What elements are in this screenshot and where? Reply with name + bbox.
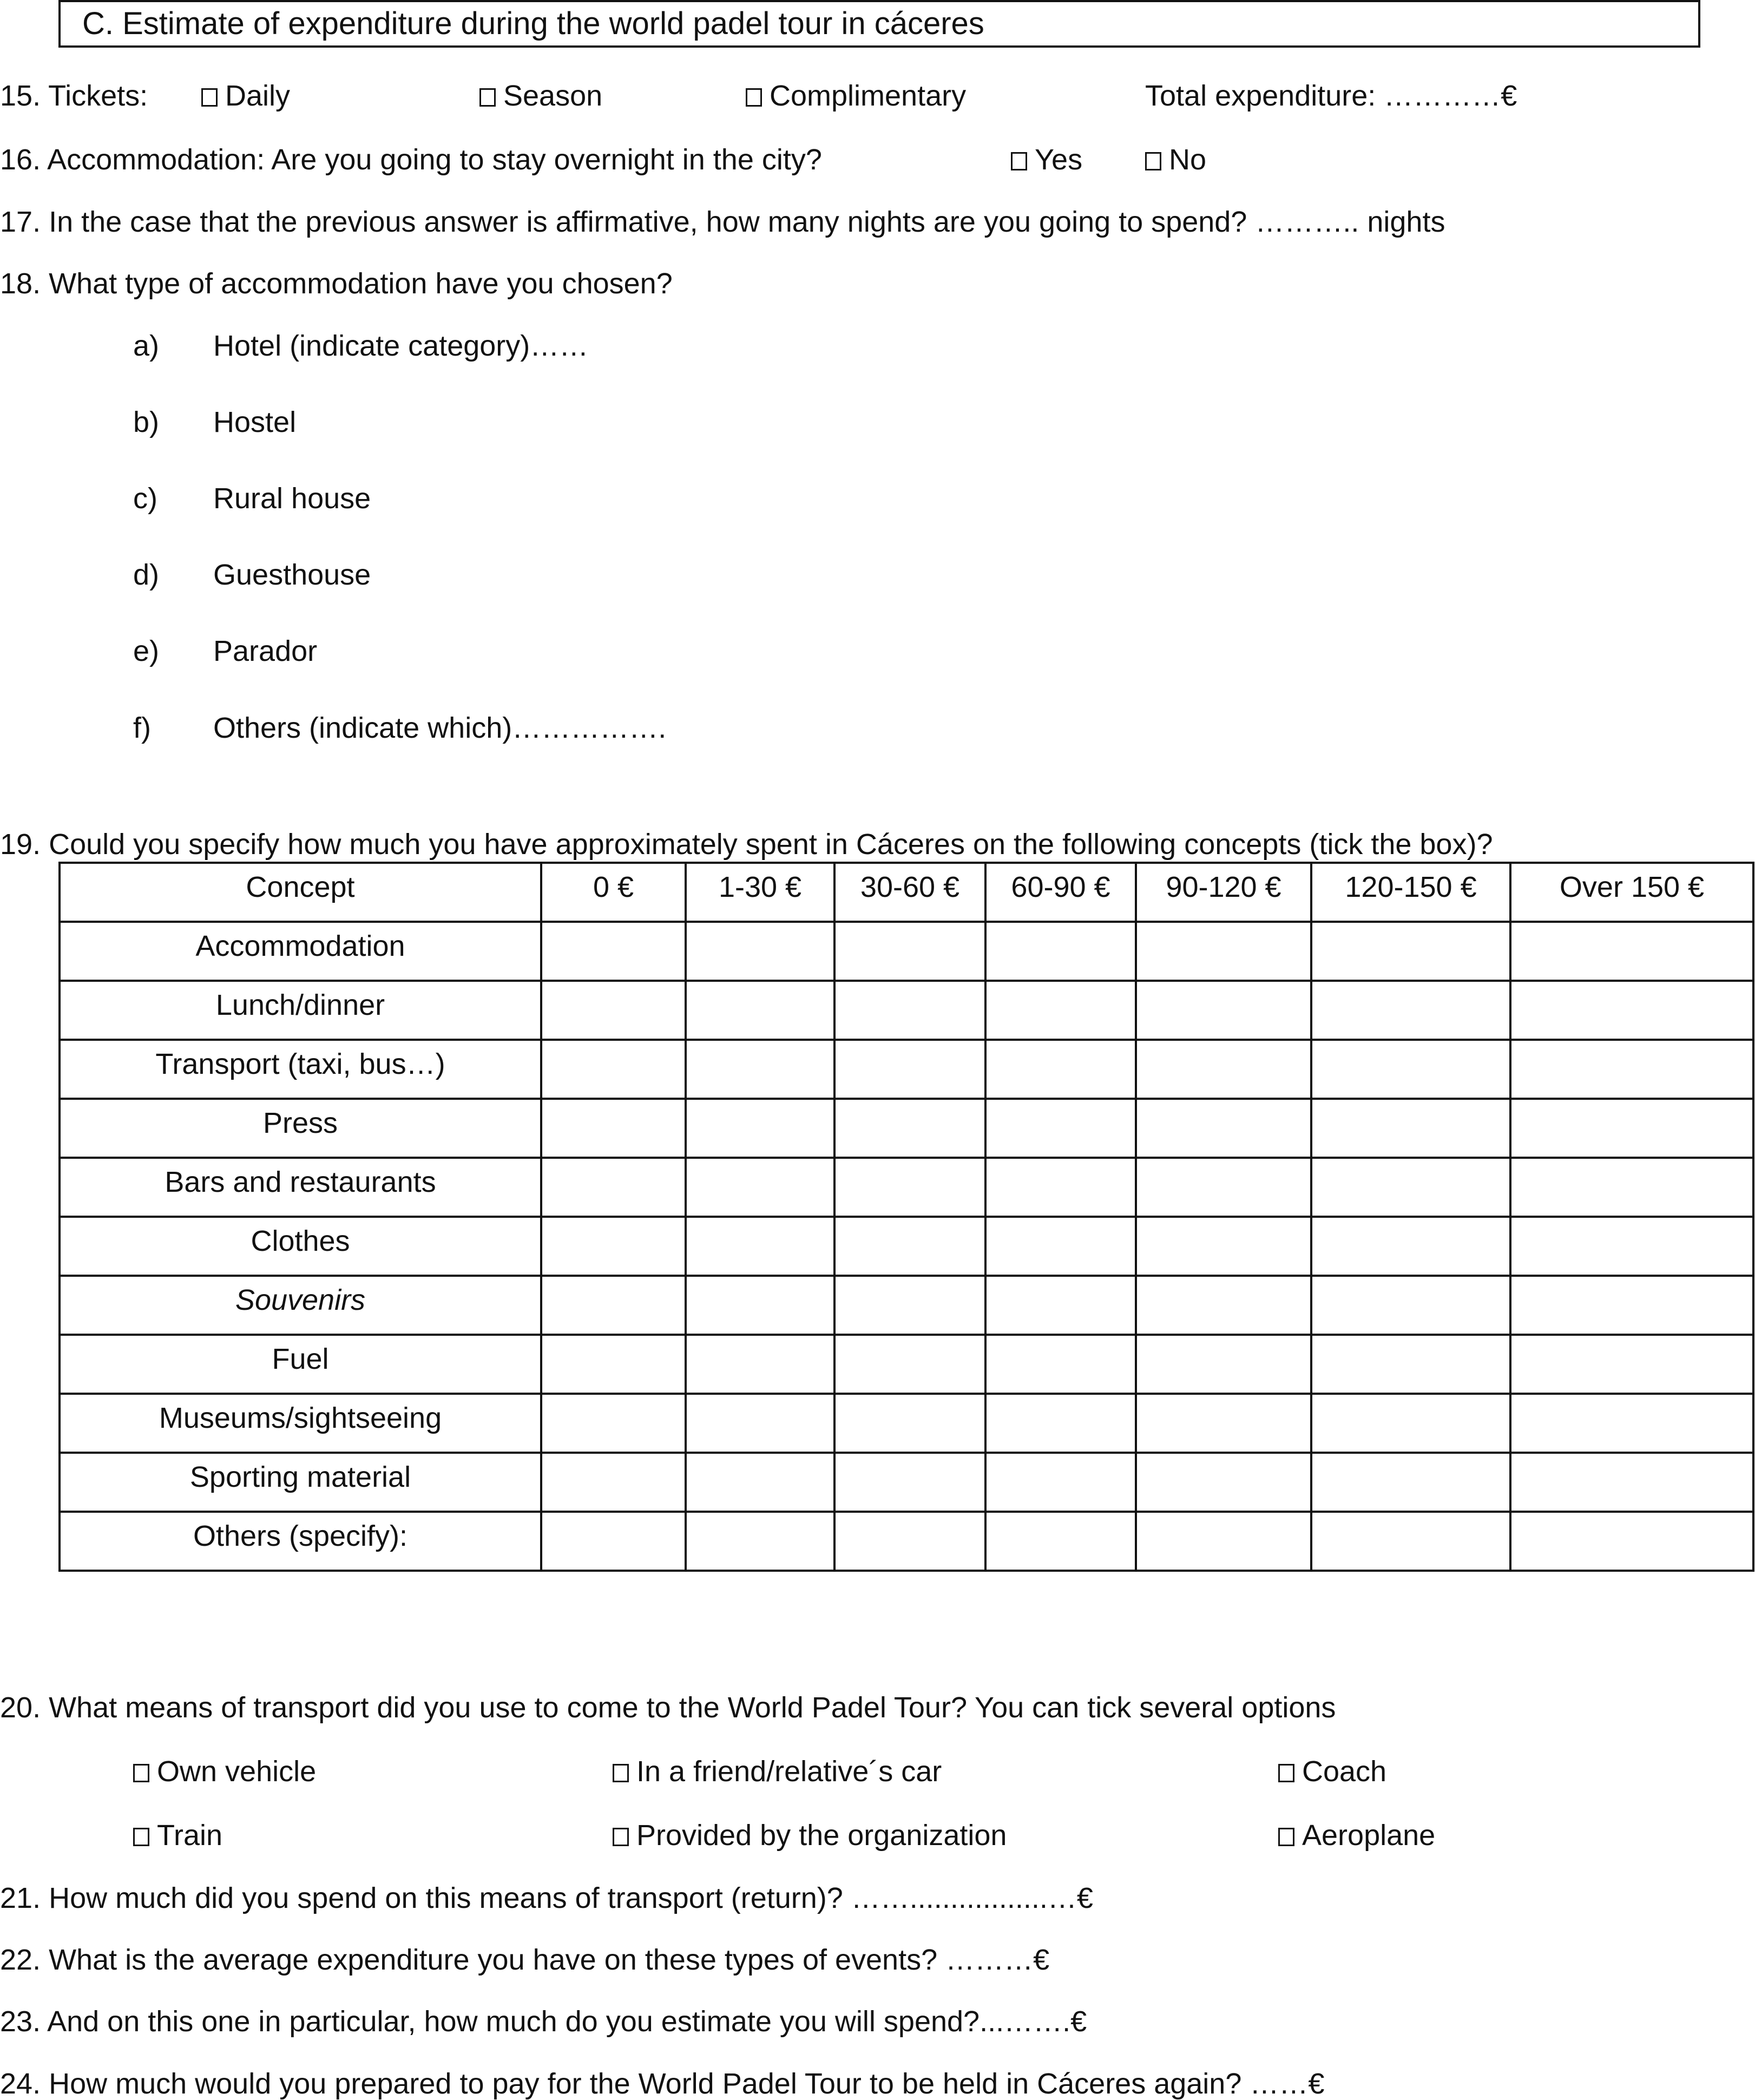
checkbox[interactable] (746, 88, 762, 107)
option-label: No (1169, 143, 1207, 176)
tick-cell[interactable] (1136, 1394, 1311, 1453)
option-label: Train (157, 1819, 223, 1852)
option-letter: a) (133, 330, 160, 362)
tick-cell[interactable] (834, 1276, 985, 1335)
tick-cell[interactable] (834, 1453, 985, 1512)
option-text: Hotel (indicate category)…… (213, 330, 589, 362)
tick-cell[interactable] (686, 981, 834, 1040)
tick-cell[interactable] (541, 1335, 686, 1394)
header-cell: Concept (60, 863, 541, 922)
table-row (60, 1158, 1753, 1217)
option-letter: b) (133, 406, 160, 438)
option-label: Yes (1035, 143, 1083, 176)
tick-cell[interactable] (985, 1276, 1136, 1335)
q22-text[interactable]: 22. What is the average expenditure you have on these types of events? ………€ (0, 1944, 1050, 1976)
option-letter: e) (133, 635, 160, 667)
tick-cell[interactable] (985, 1099, 1136, 1158)
tick-cell[interactable] (541, 1276, 686, 1335)
tick-cell[interactable] (686, 1394, 834, 1453)
concept-cell: Fuel (60, 1335, 541, 1394)
q20-option-train[interactable] (133, 1821, 222, 1850)
tick-cell[interactable] (985, 1453, 1136, 1512)
q24-text[interactable]: 24. How much would you prepared to pay for the World Padel Tour to be held in Cáceres again? ……€ (0, 2068, 1325, 2100)
checkbox[interactable] (1278, 1764, 1294, 1782)
option-label: Aeroplane (1302, 1819, 1436, 1852)
tick-cell[interactable] (541, 1453, 686, 1512)
q20-option-coach[interactable] (1278, 1757, 1386, 1786)
tick-cell[interactable] (541, 1099, 686, 1158)
tick-cell[interactable] (1311, 1335, 1510, 1394)
tick-cell[interactable] (1136, 1512, 1311, 1571)
tick-cell[interactable] (1311, 1040, 1510, 1099)
option-text: Rural house (213, 482, 371, 515)
tick-cell[interactable] (1311, 981, 1510, 1040)
tick-cell[interactable] (1136, 1040, 1311, 1099)
table-row (60, 922, 1753, 981)
tick-cell[interactable] (686, 1276, 834, 1335)
q18-label: 18. What type of accommodation have you chosen? (0, 267, 673, 300)
option-text: Hostel (213, 406, 297, 438)
tick-cell[interactable] (1510, 1158, 1753, 1217)
tick-cell[interactable] (1510, 1217, 1753, 1276)
header-cell: 60-90 € (985, 863, 1136, 922)
q21-text[interactable]: 21. How much did you spend on this means of transport (return)? …….................…€ (0, 1882, 1093, 1914)
checkbox[interactable] (1011, 152, 1027, 170)
table-row (60, 1394, 1753, 1453)
option-letter: c) (133, 482, 157, 515)
tick-cell[interactable] (985, 1217, 1136, 1276)
q19-label: 19. Could you specify how much you have approximately spent in Cáceres on the following concepts (tick the box)? (0, 828, 1493, 861)
tick-cell[interactable] (1510, 1099, 1753, 1158)
checkbox[interactable] (479, 88, 496, 107)
q16-option-yes[interactable] (1011, 145, 1082, 174)
tick-cell[interactable] (834, 922, 985, 981)
q23-text[interactable]: 23. And on this one in particular, how much do you estimate you will spend?...…….€ (0, 2005, 1087, 2038)
tick-cell[interactable] (834, 1512, 985, 1571)
tick-cell[interactable] (686, 922, 834, 981)
checkbox[interactable] (133, 1764, 149, 1782)
q20-label: 20. What means of transport did you use to come to the World Padel Tour? You can tick several options (0, 1691, 1336, 1724)
option-label: Coach (1302, 1755, 1387, 1788)
q20-option-own-vehicle[interactable] (133, 1757, 316, 1786)
concept-cell: Transport (taxi, bus…) (60, 1040, 541, 1099)
tick-cell[interactable] (1136, 922, 1311, 981)
tick-cell[interactable] (834, 1099, 985, 1158)
table-row (60, 1276, 1753, 1335)
tick-cell[interactable] (985, 981, 1136, 1040)
tick-cell[interactable] (1311, 1217, 1510, 1276)
q15-option-complimentary[interactable] (746, 81, 966, 110)
concept-cell: Souvenirs (60, 1276, 541, 1335)
tick-cell[interactable] (541, 1217, 686, 1276)
concept-cell: Others (specify): (60, 1512, 541, 1571)
header-cell: 0 € (541, 863, 686, 922)
tick-cell[interactable] (1311, 1394, 1510, 1453)
concept-cell: Sporting material (60, 1453, 541, 1512)
tick-cell[interactable] (985, 1040, 1136, 1099)
tick-cell[interactable] (834, 1040, 985, 1099)
tick-cell[interactable] (1510, 922, 1753, 981)
option-letter: d) (133, 559, 160, 591)
q16-option-no[interactable] (1145, 145, 1206, 174)
tick-cell[interactable] (1510, 1453, 1753, 1512)
tick-cell[interactable] (834, 1158, 985, 1217)
table-row (60, 1512, 1753, 1571)
tick-cell[interactable] (1510, 981, 1753, 1040)
checkbox[interactable] (613, 1828, 629, 1846)
option-label: Provided by the organization (636, 1819, 1007, 1852)
option-text: Parador (213, 635, 318, 667)
tick-cell[interactable] (1510, 1040, 1753, 1099)
concept-cell: Bars and restaurants (60, 1158, 541, 1217)
tick-cell[interactable] (1311, 1099, 1510, 1158)
tick-cell[interactable] (1136, 1276, 1311, 1335)
q15-option-daily[interactable] (201, 81, 290, 110)
tick-cell[interactable] (1311, 1276, 1510, 1335)
tick-cell[interactable] (985, 1158, 1136, 1217)
option-text: Guesthouse (213, 559, 371, 591)
header-cell: 120-150 € (1311, 863, 1510, 922)
tick-cell[interactable] (541, 1158, 686, 1217)
header-cell: 90-120 € (1136, 863, 1311, 922)
table-row (60, 1453, 1753, 1512)
checkbox[interactable] (201, 88, 218, 107)
tick-cell[interactable] (541, 1040, 686, 1099)
tick-cell[interactable] (686, 1099, 834, 1158)
checkbox[interactable] (613, 1764, 629, 1782)
tick-cell[interactable] (541, 922, 686, 981)
tick-cell[interactable] (1510, 1394, 1753, 1453)
tick-cell[interactable] (1136, 1335, 1311, 1394)
tick-cell[interactable] (686, 1512, 834, 1571)
q15-label: 15. Tickets: (0, 80, 148, 112)
tick-cell[interactable] (1136, 1217, 1311, 1276)
q15-total[interactable]: Total expenditure: …………€ (1145, 80, 1517, 112)
tick-cell[interactable] (985, 922, 1136, 981)
option-label: Own vehicle (157, 1755, 317, 1788)
tick-cell[interactable] (541, 1512, 686, 1571)
q17-text[interactable]: 17. In the case that the previous answer is affirmative, how many nights are you going to spend? ……….. nights (0, 206, 1445, 238)
option-label: Complimentary (770, 80, 967, 112)
concept-cell: Clothes (60, 1217, 541, 1276)
concept-cell: Accommodation (60, 922, 541, 981)
tick-cell[interactable] (1510, 1512, 1753, 1571)
concept-cell: Press (60, 1099, 541, 1158)
tick-cell[interactable] (834, 1335, 985, 1394)
tick-cell[interactable] (1311, 922, 1510, 981)
tick-cell[interactable] (1510, 1335, 1753, 1394)
tick-cell[interactable] (686, 1335, 834, 1394)
q20-option-aeroplane[interactable] (1278, 1821, 1435, 1850)
tick-cell[interactable] (985, 1335, 1136, 1394)
option-label: Season (503, 80, 603, 112)
option-label: In a friend/relative´s car (636, 1755, 942, 1788)
checkbox[interactable] (1278, 1828, 1294, 1846)
tick-cell[interactable] (1311, 1453, 1510, 1512)
tick-cell[interactable] (1311, 1512, 1510, 1571)
tick-cell[interactable] (541, 981, 686, 1040)
option-letter: f) (133, 712, 151, 744)
q16-label: 16. Accommodation: Are you going to stay overnight in the city? (0, 143, 822, 176)
tick-cell[interactable] (541, 1394, 686, 1453)
tick-cell[interactable] (1510, 1276, 1753, 1335)
tick-cell[interactable] (1136, 1453, 1311, 1512)
header-cell: 30-60 € (834, 863, 985, 922)
concept-cell: Lunch/dinner (60, 981, 541, 1040)
tick-cell[interactable] (1311, 1158, 1510, 1217)
tick-cell[interactable] (1136, 1158, 1311, 1217)
expenditure-table (58, 862, 1754, 1572)
tick-cell[interactable] (686, 1158, 834, 1217)
option-label: Daily (225, 80, 291, 112)
table-row (60, 1099, 1753, 1158)
tick-cell[interactable] (834, 981, 985, 1040)
header-cell: 1-30 € (686, 863, 834, 922)
table-row (60, 981, 1753, 1040)
checkbox[interactable] (1145, 152, 1161, 170)
checkbox[interactable] (133, 1828, 149, 1846)
q15-option-season[interactable] (479, 81, 602, 110)
option-text: Others (indicate which)……………. (213, 712, 667, 744)
concept-cell: Museums/sightseeing (60, 1394, 541, 1453)
tick-cell[interactable] (686, 1453, 834, 1512)
q20-option-organization[interactable] (613, 1821, 1007, 1850)
tick-cell[interactable] (985, 1512, 1136, 1571)
tick-cell[interactable] (1136, 981, 1311, 1040)
tick-cell[interactable] (834, 1217, 985, 1276)
header-cell: Over 150 € (1510, 863, 1753, 922)
tick-cell[interactable] (686, 1217, 834, 1276)
table-row (60, 1335, 1753, 1394)
tick-cell[interactable] (834, 1394, 985, 1453)
section-title: C. Estimate of expenditure during the world padel tour in cáceres (58, 0, 1700, 48)
table-row (60, 1040, 1753, 1099)
q20-option-friend-car[interactable] (613, 1757, 942, 1786)
table-header-row (60, 863, 1753, 922)
tick-cell[interactable] (1136, 1099, 1311, 1158)
tick-cell[interactable] (985, 1394, 1136, 1453)
table-row (60, 1217, 1753, 1276)
tick-cell[interactable] (686, 1040, 834, 1099)
